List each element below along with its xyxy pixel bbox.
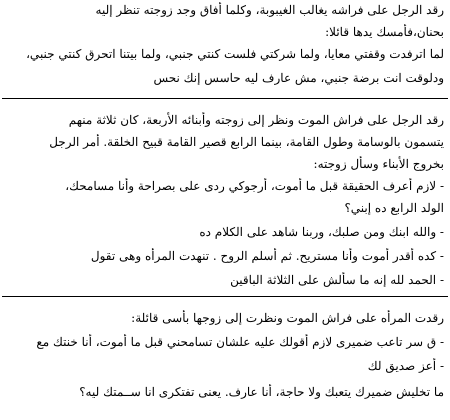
- story3-line-4: ما تخليش ضميرك يتعبك ولا حاجة، أنا عارف. يعنى تفتكرى انا ســمتك ليه؟: [79, 385, 444, 399]
- story2-line-7: - كده أقدر أموت وأنا مستريح. ثم أسلم الروح . تنهدت المرأه وهى تقول: [90, 249, 444, 263]
- story2-line-2: يتسمون بالوسامة وطول القامة، بينما الرابع قصير القامة قبيح الخلقة. أمر الرجل: [49, 135, 444, 149]
- story1-line-2: بحنان،فأمسك يدها قائلا:: [325, 25, 444, 39]
- story2-line-8: - الحمد لله إنه ما سألش على الثلاثة الباقين: [230, 273, 444, 287]
- story2-line-1: رقد الرجل على فراش الموت ونظر إلى زوجته وأبنائه الأربعة، كان ثلاثة منهم: [68, 113, 444, 127]
- story1-line-3: لما اترفدت وقفتي معايا، ولما شركتي فلست كنتي جنبي، ولما بيتنا اتحرق كنتي جنبي،: [26, 47, 444, 61]
- story2-line-6: - والله ابنك ومن صلبك، وربنا شاهد على الكلام ده: [199, 225, 444, 239]
- story3-line-2: - ق سر تاعب ضميرى لازم أقولك عليه علشان تسامحني قبل ما أموت، أنا خنتك مع: [36, 335, 444, 349]
- section-divider-2: [2, 296, 448, 297]
- story3-line-3: - أعز صديق لك: [367, 359, 444, 373]
- story3-line-1: رقدت المرأه على فراش الموت ونظرت إلى زوجها بأسى قائلة:: [131, 311, 444, 325]
- section-divider-1: [2, 98, 448, 99]
- story2-line-4: - لازم أعرف الحقيقة قبل ما أموت، أرجوكي ردى على بصراحة وأنا مسامحك،: [65, 179, 444, 193]
- story2-line-5: الولد الرابع ده إبني؟: [344, 201, 444, 215]
- story1-line-4: ودلوقت انت برضة جنبي، مش عارف ليه حاسس إنك نحس: [153, 71, 444, 85]
- story1-line-1: رقد الرجل على فراشه يغالب الغيبوبة، وكلما أفاق وجد زوجته تنظر إليه: [95, 3, 444, 17]
- story2-line-3: بخروج الأبناء وسأل زوجته:: [313, 157, 444, 171]
